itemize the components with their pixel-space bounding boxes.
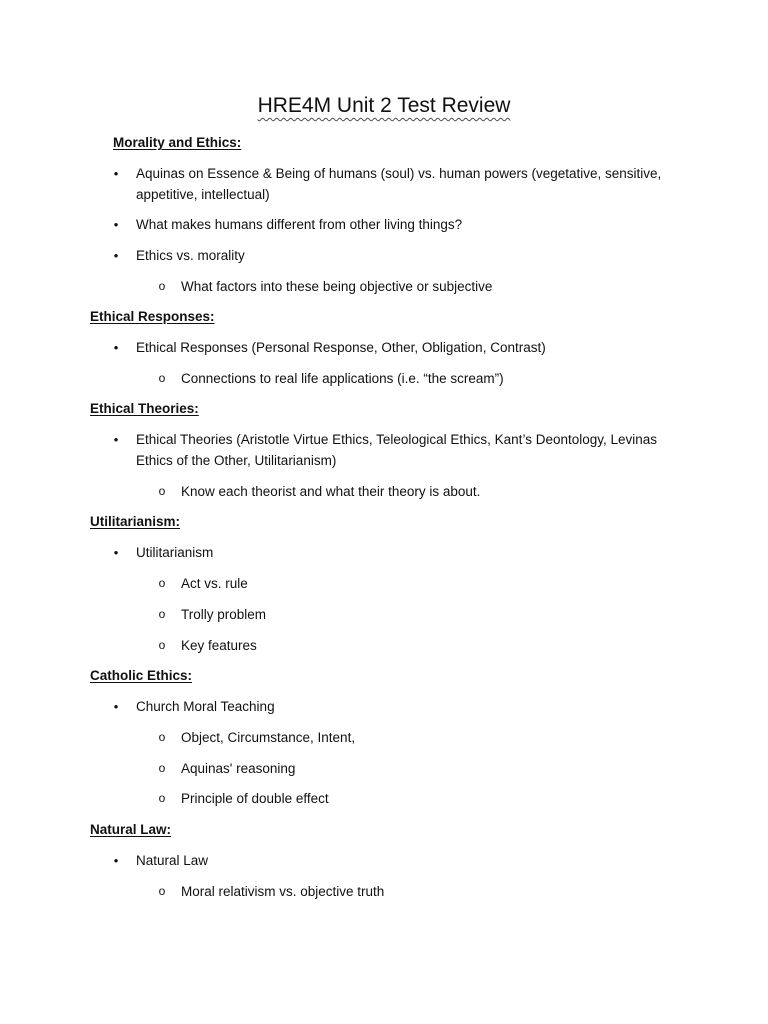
list-item: Ethical Responses (Personal Response, Other, Obligation, Contrast) xyxy=(136,340,546,355)
bullet-icon: • xyxy=(113,248,119,263)
document-title-text: HRE4M Unit 2 Test Review xyxy=(257,94,511,117)
bullet-icon: • xyxy=(113,545,119,560)
sub-bullet-icon: o xyxy=(158,791,166,805)
sub-bullet-icon: o xyxy=(158,279,166,293)
sub-list-item: Principle of double effect xyxy=(181,791,329,806)
bullet-icon: • xyxy=(113,432,119,447)
list-item: What makes humans different from other living things? xyxy=(136,217,463,232)
sub-list-item: Moral relativism vs. objective truth xyxy=(181,884,385,899)
sub-list-item: Trolly problem xyxy=(181,607,267,622)
sub-list-item: Connections to real life applications (i.e. “the scream”) xyxy=(181,371,504,386)
sub-list-item: Object, Circumstance, Intent, xyxy=(181,730,356,745)
list-item: Church Moral Teaching xyxy=(136,699,275,714)
sub-bullet-icon: o xyxy=(158,884,166,898)
sub-bullet-icon: o xyxy=(158,484,166,498)
list-item: Utilitarianism xyxy=(136,545,214,560)
list-item: Ethical Theories (Aristotle Virtue Ethics, Teleological Ethics, Kant’s Deontology, Levinas Ethics of the Other, Utilitarianism) xyxy=(136,432,658,468)
sub-list-item: Know each theorist and what their theory is about. xyxy=(181,484,481,499)
sub-bullet-icon: o xyxy=(158,730,166,744)
sub-bullet-icon: o xyxy=(158,371,166,385)
sub-bullet-icon: o xyxy=(158,761,166,775)
section-heading-ethical-theories: Ethical Theories: xyxy=(90,401,199,416)
section-heading-natural-law: Natural Law: xyxy=(90,822,172,837)
bullet-icon: • xyxy=(113,699,119,714)
sub-bullet-icon: o xyxy=(158,576,166,590)
section-heading-utilitarianism: Utilitarianism: xyxy=(90,514,181,529)
bullet-icon: • xyxy=(113,853,119,868)
list-item: Aquinas on Essence & Being of humans (soul) vs. human powers (vegetative, sensitive, appetitive, intellectual) xyxy=(136,166,662,202)
sub-list-item: Aquinas' reasoning xyxy=(181,761,296,776)
document-title xyxy=(0,92,768,120)
list-item: Ethics vs. morality xyxy=(136,248,245,263)
list-item: Natural Law xyxy=(136,853,209,868)
bullet-icon: • xyxy=(113,166,119,181)
sub-list-item: Act vs. rule xyxy=(181,576,248,591)
section-heading-catholic-ethics: Catholic Ethics: xyxy=(90,668,193,683)
section-heading-morality-ethics: Morality and Ethics: xyxy=(113,135,242,150)
sub-bullet-icon: o xyxy=(158,607,166,621)
bullet-icon: • xyxy=(113,217,119,232)
bullet-icon: • xyxy=(113,340,119,355)
sub-list-item: What factors into these being objective or subjective xyxy=(181,279,493,294)
section-heading-ethical-responses: Ethical Responses: xyxy=(90,309,215,324)
sub-list-item: Key features xyxy=(181,638,257,653)
sub-bullet-icon: o xyxy=(158,638,166,652)
